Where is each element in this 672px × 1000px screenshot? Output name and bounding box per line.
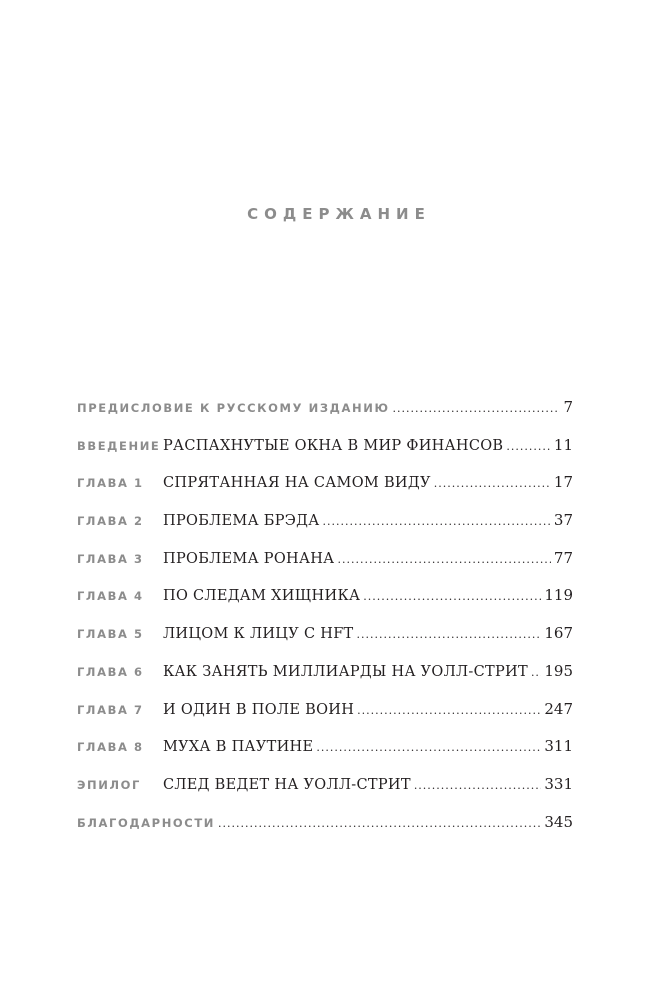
toc-leader-dots [531, 666, 541, 679]
toc-entry-chapter-1[interactable] [77, 473, 573, 511]
toc-entry-chapter-2[interactable] [77, 511, 573, 549]
toc-leader-dots [357, 704, 541, 717]
toc-entry-chapter-7[interactable] [77, 700, 573, 738]
toc-leader-dots [337, 553, 550, 566]
toc-entry-label: ЭПИЛОГ [77, 777, 141, 792]
toc-entry-title: РАСПАХНУТЫЕ ОКНА В МИР ФИНАНСОВ [163, 437, 504, 454]
toc-entry-introduction[interactable] [77, 436, 573, 474]
toc-leader-dots [323, 515, 551, 528]
toc-leader-dots [357, 628, 542, 641]
toc-heading: СОДЕРЖАНИЕ [247, 205, 431, 223]
toc-entry-page: 195 [544, 661, 573, 680]
toc-entry-label: ВВЕДЕНИЕ [77, 438, 161, 453]
toc-leader-dots [393, 402, 561, 415]
toc-entry-page: 11 [553, 435, 573, 454]
toc-leader-dots [414, 779, 542, 792]
toc-entry-page: 311 [544, 737, 573, 756]
toc-entry-label: ПРЕДИСЛОВИЕ К РУССКОМУ ИЗДАНИЮ [77, 401, 390, 415]
toc-entry-page: 7 [563, 398, 573, 416]
toc-entry-label: ГЛАВА 4 [77, 589, 144, 604]
toc-entry-chapter-3[interactable] [77, 549, 573, 587]
toc-entry-chapter-6[interactable] [77, 662, 573, 700]
toc-entry-epilogue[interactable] [77, 775, 573, 813]
toc-list [77, 398, 573, 850]
toc-leader-dots [506, 440, 551, 453]
toc-entry-label: ГЛАВА 6 [77, 664, 144, 679]
toc-entry-page: 167 [544, 624, 573, 643]
toc-entry-label: ГЛАВА 2 [77, 514, 144, 529]
toc-entry-chapter-5[interactable] [77, 624, 573, 662]
toc-leader-dots [316, 741, 541, 754]
toc-entry-title: МУХА В ПАУТИНЕ [163, 739, 314, 756]
toc-leader-dots [363, 590, 541, 603]
toc-leader-dots [434, 477, 551, 490]
toc-leader-dots [218, 817, 541, 830]
toc-entry-label: ГЛАВА 1 [77, 476, 144, 491]
toc-entry-title: И ОДИН В ПОЛЕ ВОИН [163, 701, 355, 718]
toc-entry-preface[interactable] [77, 398, 573, 436]
toc-entry-title: СПРЯТАННАЯ НА САМОМ ВИДУ [163, 475, 431, 492]
toc-entry-title: СЛЕД ВЕДЕТ НА УОЛЛ-СТРИТ [163, 776, 411, 793]
toc-entry-title: ПРОБЛЕМА РОНАНА [163, 550, 335, 567]
toc-entry-page: 119 [544, 586, 573, 605]
toc-entry-title: ЛИЦОМ К ЛИЦУ С HFT [163, 626, 354, 643]
toc-entry-page: 247 [544, 699, 573, 718]
toc-entry-page: 331 [544, 774, 573, 793]
toc-entry-label: ГЛАВА 8 [77, 740, 144, 755]
toc-entry-page: 77 [553, 548, 573, 567]
toc-entry-label: ГЛАВА 3 [77, 551, 144, 566]
toc-entry-label: БЛАГОДАРНОСТИ [77, 815, 216, 830]
toc-entry-title: ПО СЛЕДАМ ХИЩНИКА [163, 588, 361, 605]
toc-entry-label: ГЛАВА 5 [77, 627, 144, 642]
toc-entry-label: ГЛАВА 7 [77, 702, 144, 717]
toc-entry-page: 345 [544, 812, 573, 831]
toc-entry-chapter-4[interactable] [77, 586, 573, 624]
toc-entry-title: ПРОБЛЕМА БРЭДА [163, 513, 320, 530]
toc-entry-acknowledgements[interactable] [77, 813, 573, 851]
toc-entry-chapter-8[interactable] [77, 737, 573, 775]
toc-entry-page: 37 [553, 511, 573, 530]
toc-entry-title: КАК ЗАНЯТЬ МИЛЛИАРДЫ НА УОЛЛ-СТРИТ [163, 663, 528, 680]
toc-entry-page: 17 [553, 473, 573, 492]
